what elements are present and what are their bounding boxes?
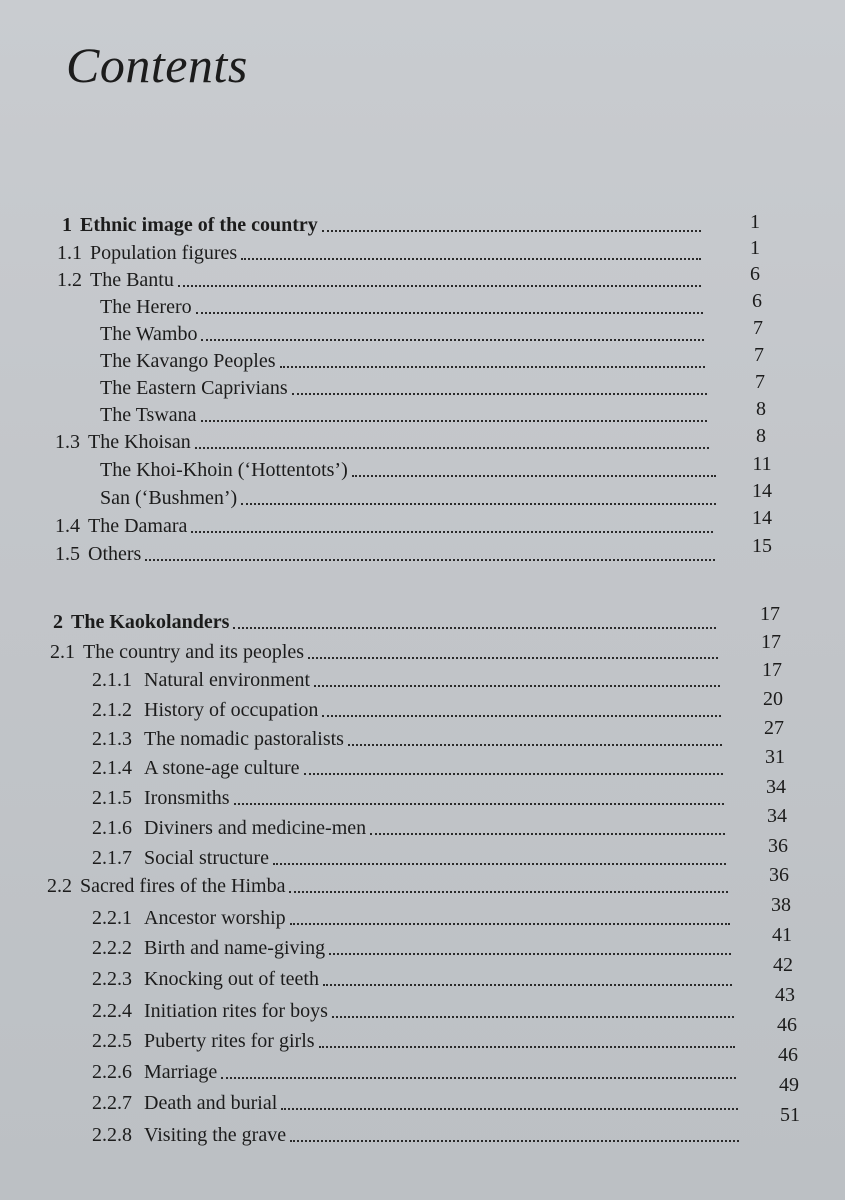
entry-title: Marriage xyxy=(144,1061,218,1083)
page-number: 46 xyxy=(777,1014,797,1036)
page-number: 49 xyxy=(779,1074,799,1096)
entry-number: 1.1 xyxy=(57,242,82,264)
dot-leader xyxy=(234,802,724,805)
entry-number: 2.2.8 xyxy=(92,1124,132,1146)
subsection-entry xyxy=(92,692,723,722)
subsection-entry xyxy=(92,900,732,930)
page-number: 41 xyxy=(772,924,792,946)
page-number: 43 xyxy=(775,984,795,1006)
dot-leader xyxy=(273,862,726,865)
subsection-entry xyxy=(92,750,725,780)
subsection-entry xyxy=(92,840,728,870)
entry-number: 2.1.3 xyxy=(92,728,132,750)
dot-leader xyxy=(280,365,705,368)
entry-title: The Damara xyxy=(88,515,188,537)
entry-title: Ethnic image of the country xyxy=(80,214,318,236)
dot-leader xyxy=(241,257,701,260)
entry-title: Birth and name-giving xyxy=(144,937,326,959)
page-number: 17 xyxy=(760,603,780,625)
entry-number: 2.1.6 xyxy=(92,817,132,839)
section-heading xyxy=(62,207,703,237)
entry-title: Visiting the grave xyxy=(144,1124,287,1146)
entry-title: The Eastern Caprivians xyxy=(100,377,288,399)
page-number: 8 xyxy=(756,398,766,420)
page-number: 31 xyxy=(765,746,785,768)
subsection-entry xyxy=(92,810,727,840)
entry-number: 2.1.1 xyxy=(92,669,132,691)
page-number: 38 xyxy=(771,894,791,916)
entry-number: 2 xyxy=(53,611,63,633)
subentry xyxy=(100,316,706,346)
page-number: 36 xyxy=(768,835,788,857)
entry-number: 2.2 xyxy=(47,875,72,897)
subsection-entry xyxy=(92,721,724,751)
section-entry xyxy=(57,262,703,292)
entry-title: The Kavango Peoples xyxy=(100,350,276,372)
entry-number: 2.1.4 xyxy=(92,757,132,779)
page-number: 1 xyxy=(750,211,760,233)
entry-number: 2.2.1 xyxy=(92,907,132,929)
entry-number: 2.1.2 xyxy=(92,699,132,721)
dot-leader xyxy=(289,890,728,893)
subsection-entry xyxy=(92,1117,741,1147)
page-number: 34 xyxy=(766,776,786,798)
section-heading xyxy=(53,604,718,634)
subentry xyxy=(100,343,707,373)
entry-number: 1 xyxy=(62,214,72,236)
section-entry xyxy=(50,634,720,664)
page-number: 34 xyxy=(767,805,787,827)
entry-number: 1.4 xyxy=(55,515,80,537)
dot-leader xyxy=(348,743,722,746)
section-entry xyxy=(55,424,711,454)
dot-leader xyxy=(196,311,703,314)
dot-leader xyxy=(233,626,716,629)
dot-leader xyxy=(201,419,707,422)
entry-title: Diviners and medicine-men xyxy=(144,817,367,839)
dot-leader xyxy=(319,1045,735,1048)
page-number: 17 xyxy=(761,631,781,653)
page-number: 14 xyxy=(752,480,772,502)
entry-title: The Tswana xyxy=(100,404,197,426)
entry-number: 2.2.7 xyxy=(92,1092,132,1114)
entry-title: The Wambo xyxy=(100,323,198,345)
dot-leader xyxy=(323,983,732,986)
subsection-entry xyxy=(92,1054,738,1084)
page-number: 42 xyxy=(773,954,793,976)
entry-title: The nomadic pastoralists xyxy=(144,728,344,750)
subsection-entry xyxy=(92,1085,740,1115)
entry-number: 2.2.3 xyxy=(92,968,132,990)
dot-leader xyxy=(329,952,731,955)
section-entry xyxy=(55,536,717,566)
subsection-entry xyxy=(92,993,736,1023)
page-number: 7 xyxy=(755,371,765,393)
page-number: 11 xyxy=(752,453,772,475)
page-number: 27 xyxy=(764,717,784,739)
page-number: 6 xyxy=(752,290,762,312)
entry-title: Ironsmiths xyxy=(144,787,230,809)
entry-title: Others xyxy=(88,543,142,565)
dot-leader xyxy=(304,772,724,775)
dot-leader xyxy=(241,502,716,505)
subentry xyxy=(100,397,709,427)
dot-leader xyxy=(332,1015,734,1018)
dot-leader xyxy=(322,229,701,232)
page-number: 17 xyxy=(762,659,782,681)
subsection-entry xyxy=(92,662,722,692)
entry-title: Natural environment xyxy=(144,669,311,691)
dot-leader xyxy=(178,284,701,287)
subentry xyxy=(100,289,705,319)
dot-leader xyxy=(191,530,713,533)
entry-number: 2.1 xyxy=(50,641,75,663)
entry-number: 2.1.5 xyxy=(92,787,132,809)
entry-title: Sacred fires of the Himba xyxy=(80,875,286,897)
subsection-entry xyxy=(92,780,726,810)
subentry xyxy=(100,480,718,510)
subentry xyxy=(100,452,718,482)
dot-leader xyxy=(370,832,725,835)
entry-title: The Herero xyxy=(100,296,192,318)
entry-number: 2.2.6 xyxy=(92,1061,132,1083)
entry-title: Initiation rites for boys xyxy=(144,1000,328,1022)
page-title: Contents xyxy=(66,37,248,93)
entry-title: Puberty rites for girls xyxy=(144,1030,315,1052)
subsection-entry xyxy=(92,961,734,991)
entry-number: 1.3 xyxy=(55,431,80,453)
entry-number: 2.2.2 xyxy=(92,937,132,959)
dot-leader xyxy=(221,1076,736,1079)
page-number: 6 xyxy=(750,263,760,285)
dot-leader xyxy=(352,474,716,477)
page-number: 36 xyxy=(769,864,789,886)
entry-number: 1.5 xyxy=(55,543,80,565)
entry-title: Knocking out of teeth xyxy=(144,968,319,990)
entry-title: Social structure xyxy=(144,847,269,869)
dot-leader xyxy=(308,656,718,659)
entry-title: The Khoi-Khoin (‘Hottentots’) xyxy=(100,459,348,481)
dot-leader xyxy=(314,684,720,687)
page-number: 8 xyxy=(756,425,766,447)
page-number: 7 xyxy=(753,317,763,339)
page-number: 14 xyxy=(752,507,772,529)
dot-leader xyxy=(281,1107,738,1110)
section-entry xyxy=(55,508,715,538)
page-number: 20 xyxy=(763,688,783,710)
entry-title: Population figures xyxy=(90,242,238,264)
page-number: 51 xyxy=(780,1104,800,1126)
subentry xyxy=(100,370,709,400)
page-number: 7 xyxy=(754,344,764,366)
dot-leader xyxy=(292,392,707,395)
entry-title: The Khoisan xyxy=(88,431,191,453)
entry-title: Ancestor worship xyxy=(144,907,286,929)
entry-title: Death and burial xyxy=(144,1092,278,1114)
page-number: 15 xyxy=(752,535,772,557)
entry-number: 2.2.4 xyxy=(92,1000,132,1022)
dot-leader xyxy=(195,446,709,449)
page-number: 46 xyxy=(778,1044,798,1066)
entry-title: History of occupation xyxy=(144,699,319,721)
entry-title: The country and its peoples xyxy=(83,641,305,663)
dot-leader xyxy=(322,714,721,717)
dot-leader xyxy=(290,1139,739,1142)
section-entry xyxy=(47,868,730,898)
dot-leader xyxy=(201,338,704,341)
entry-title: The Kaokolanders xyxy=(71,611,230,633)
entry-title: A stone-age culture xyxy=(144,757,300,779)
entry-title: The Bantu xyxy=(90,269,174,291)
entry-number: 2.2.5 xyxy=(92,1030,132,1052)
entry-number: 2.1.7 xyxy=(92,847,132,869)
entry-number: 1.2 xyxy=(57,269,82,291)
dot-leader xyxy=(290,922,730,925)
entry-title: San (‘Bushmen’) xyxy=(100,487,238,509)
dot-leader xyxy=(145,558,715,561)
subsection-entry xyxy=(92,1023,737,1053)
section-entry xyxy=(57,235,703,265)
page-number: 1 xyxy=(750,237,760,259)
subsection-entry xyxy=(92,930,733,960)
